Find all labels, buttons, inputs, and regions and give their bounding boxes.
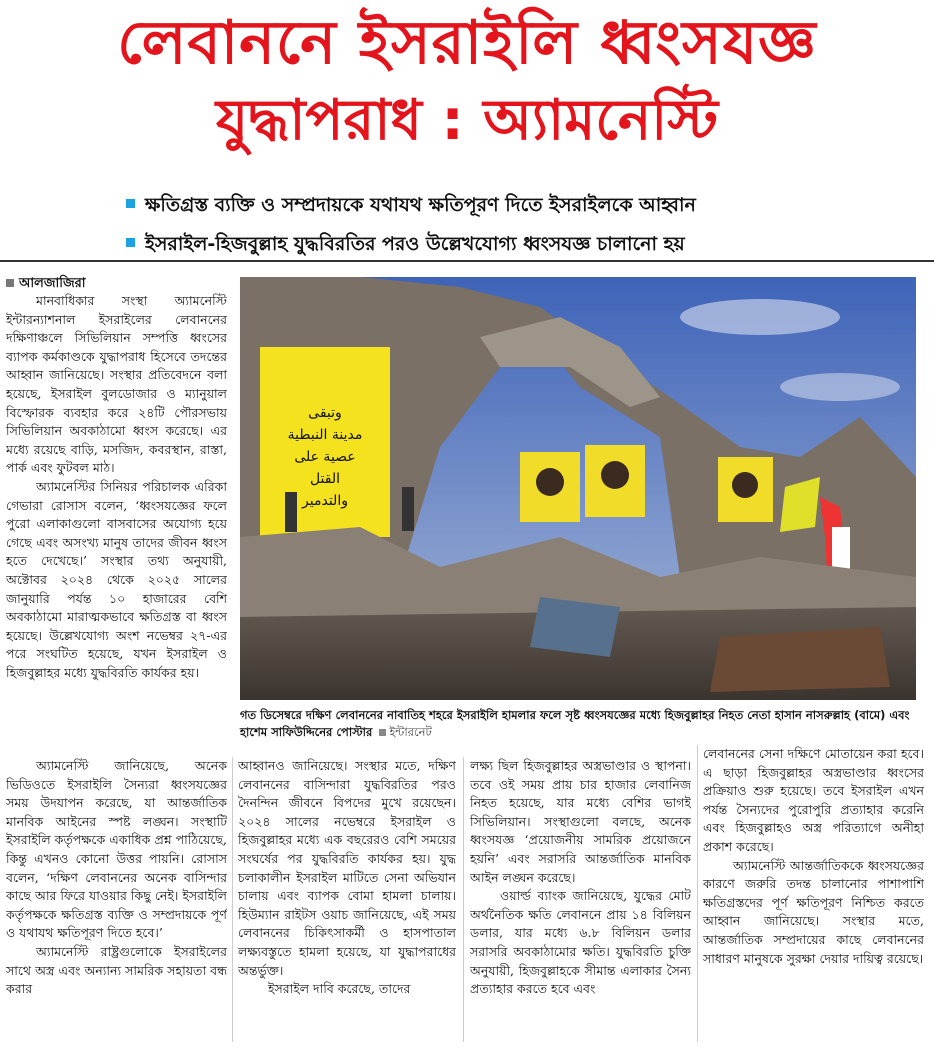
kicker-2 [126, 230, 685, 262]
paragraph: ওয়ার্ল্ড ব্যাংক জানিয়েছে, যুদ্ধের মোট অর্থনৈতিক ক্ষতি লেবাননে প্রায় ১৪ বিলিয়ন ডলার, যার মধ্যে ৬.৮ বিলিয়ন ডলার সরাসরি অবকাঠামোর ক্ষতি। যুদ্ধবিরতি চুক্তি অনুযায়ী, হিজবুল্লাহকে সীমান্ত এলাকার সৈন্য প্রত্যাহার করতে হবে এবং [470, 888, 691, 997]
paragraph: অ্যামনেস্টি আন্তর্জাতিককে ধ্বংসযজ্ঞের কারণে জরুরি তদন্ত চালানোর পাশাপাশি ক্ষতিগ্রস্তদের পূর্ণ ক্ষতিপূরণ নিশ্চিত করতে আহ্বান জানিয়েছে। সংস্থার মতে, আন্তর্জাতিক সম্প্রদায়ের কাছে লেবাননের সাধারণ মানুষকে সুরক্ষা দেয়ার দায়িত্ব রয়েছে। [703, 857, 924, 966]
article-column-3 [470, 757, 691, 1042]
headline-line-1: লেবাননে ইসরাইলি ধ্বংসযজ্ঞ [117, 8, 817, 78]
poster-text: عصية على [294, 449, 356, 465]
divider [0, 260, 934, 262]
poster-text: وتبقى [308, 405, 342, 421]
paragraph: লেবাননের সেনা দক্ষিণে মোতায়েন করা হবে। এ ছাড়া হিজবুল্লাহর অস্ত্রভাণ্ডার ধ্বংসের প্রক্রিয়াও শুরু হয়েছে। তবে ইসরাইল এখন পর্যন্ত সৈন্যদের পুরোপুরি প্রত্যাহার করেনি এবং হিজবুল্লাহও অস্ত্র পরিত্যাগে অনীহা প্রকাশ করেছে। [703, 746, 924, 854]
column-divider [232, 757, 233, 1042]
article-column-2 [238, 757, 456, 1042]
poster-text: القتل [309, 471, 341, 487]
bullet-icon [126, 199, 135, 208]
paragraph: আহ্বানও জানিয়েছে। সংস্থার মতে, দক্ষিণ লেবাননের বাসিন্দারা যুদ্ধবিরতির পরও দৈনন্দিন জীবনে বিপদের মুখে রয়েছেন। ২০২৪ সালের নভেম্বরে ইসরাইল ও হিজবুল্লাহর মধ্যে এক বছরেরও বেশি সময়ের সংঘর্ষের পর যুদ্ধবিরতি কার্যকর হয়। যুদ্ধ চলাকালীন ইসরাইল মাটিতে সেনা অভিযান চালায় এবং ব্যাপক বোমা হামলা চালায়। হিউম্যান রাইটস ওয়াচ জানিয়েছে, এই সময় লেবাননের চিকিৎসাকর্মী ও হাসপাতাল লক্ষ্যবস্তুতে হামলা হয়েছে, যা যুদ্ধাপরাধের অন্তর্ভুক্ত। [238, 758, 456, 978]
caption-text: গত ডিসেম্বরে দক্ষিণ লেবাননের নাবাতিহ শহরে ইসরাইলি হামলার ফলে সৃষ্ট ধ্বংসযজ্ঞের মধ্যে হিজবুল্লাহর নিহত নেতা হাসান নাসরুল্লাহ (বামে) এবং হাশেম সাফিউদ্দিনের পোস্টার [240, 708, 910, 739]
photo-caption [240, 707, 924, 741]
article-column-1 [6, 292, 227, 742]
headline-line-2: যুদ্ধাপরাধ : অ্যামনেস্টি [215, 88, 719, 153]
bullet-icon [126, 238, 135, 247]
paragraph: অ্যামনেস্টি জানিয়েছে, অনেক ভিডিওতে ইসরাইলি সৈন্যরা ধ্বংসযজ্ঞের সময় উদযাপন করেছে, যা আন্তর্জাতিক মানবিক আইনের স্পষ্ট লঙ্ঘন। সংস্থাটি ইসরাইলি কর্তৃপক্ষকে একাধিক প্রশ্ন পাঠিয়েছে, কিন্তু এখনও কোনো উত্তর পায়নি। রোসাস বলেন, ‘দক্ষিণ লেবাননের অনেক বাসিন্দার কাছে আর ফিরে যাওয়ার কিছু নেই। ইসরাইলি কর্তৃপক্ষকে ক্ষতিগ্রস্ত ব্যক্তি ও সম্প্রদায়কে পূর্ণ ও যথাযথ ক্ষতিপূরণ দিতে হবে।’ [6, 758, 227, 941]
kicker-1 [126, 191, 696, 223]
news-photo [240, 277, 916, 700]
paragraph: অ্যামনেস্টির সিনিয়র পরিচালক এরিকা গেভারা রোসাস বলেন, ‘ধ্বংসযজ্ঞের ফলে পুরো এলাকাগুলো বাসবাসের অযোগ্য হয়ে গেছে এবং অসংখ্য মানুষ তাদের জীবন ধ্বংস হতে দেখেছে।’ সংস্থার তথ্য অনুযায়ী, অক্টোবর ২০২৪ থেকে ২০২৫ সালের জানুয়ারি পর্যন্ত ১০ হাজারের বেশি অবকাঠামো মারাত্মকভাবে ক্ষতিগ্রস্ত বা ধ্বংস হয়েছে। উল্লেখযোগ্য অংশ নভেম্বর ২৭-এর পরে সংঘটিত হয়েছে, যখন ইসরাইল ও হিজবুল্লাহর মধ্যে যুদ্ধবিরতি কার্যকর হয়। [6, 478, 227, 680]
credit-icon [379, 729, 386, 736]
column-divider [697, 745, 698, 1042]
paragraph: ইসরাইল দাবি করেছে, তাদের [268, 981, 411, 997]
article-column-4 [703, 745, 924, 1042]
poster-text: والتدمير [302, 493, 348, 509]
paragraph: লক্ষ্য ছিল হিজবুল্লাহর অস্ত্রভাণ্ডার ও স্থাপনা। তবে ওই সময় প্রায় চার হাজার লেবানিজ নিহত হয়েছে, যার মধ্যে বেশির ভাগই সিভিলিয়ান। সংস্থাগুলো বলছে, অনেক ধ্বংসযজ্ঞ ‘প্রয়োজনীয় সামরিক প্রয়োজনে হয়নি’ এবং সরাসরি আন্তর্জাতিক মানবিক আইন লঙ্ঘন করেছে। [470, 758, 691, 885]
column-divider [463, 757, 464, 1042]
source-text: আলজাজিরা [19, 276, 86, 291]
kicker-2-text: ইসরাইল-হিজবুল্লাহ যুদ্ধবিরতির পরও উল্লেখযোগ্য ধ্বংসযজ্ঞ চালানো হয় [145, 233, 685, 255]
paragraph: মানবাধিকার সংস্থা অ্যামনেস্টি ইন্টারন্যাশনাল ইসরাইলের লেবাননের দক্ষিণাঞ্চলে সিভিলিয়ান সম্পত্তি ধ্বংসের ব্যাপক কর্মকাণ্ডকে যুদ্ধাপরাধ হিসেবে তদন্তের আহ্বান জানিয়েছে। সংস্থার প্রতিবেদনে বলা হয়েছে, ইসরাইল বুলডোজার ও ম্যানুয়াল বিস্ফোরক ব্যবহার করে ২৪টি পৌরসভায় সিভিলিয়ান অবকাঠামো ধ্বংস করেছে। এর মধ্যে রয়েছে বাড়ি, মসজিদ, কবরস্থান, রাস্তা, পার্ক এবং ফুটবল মাঠ। [6, 293, 227, 476]
bullet-icon [6, 279, 14, 287]
kicker-1-text: ক্ষতিগ্রস্ত ব্যক্তি ও সম্প্রদায়কে যথাযথ ক্ষতিপূরণ দিতে ইসরাইলকে আহ্বান [145, 194, 696, 216]
poster-text: مدينة النبطية [287, 427, 363, 443]
paragraph: অ্যামনেস্টি রাষ্ট্রগুলোকে ইসরাইলের সাথে অস্ত্র এবং অন্যান্য সামরিক সহায়তা বন্ধ করার [6, 943, 227, 997]
caption-credit: ইন্টারনেট [389, 725, 432, 739]
article-column-1-lower [6, 757, 227, 1042]
